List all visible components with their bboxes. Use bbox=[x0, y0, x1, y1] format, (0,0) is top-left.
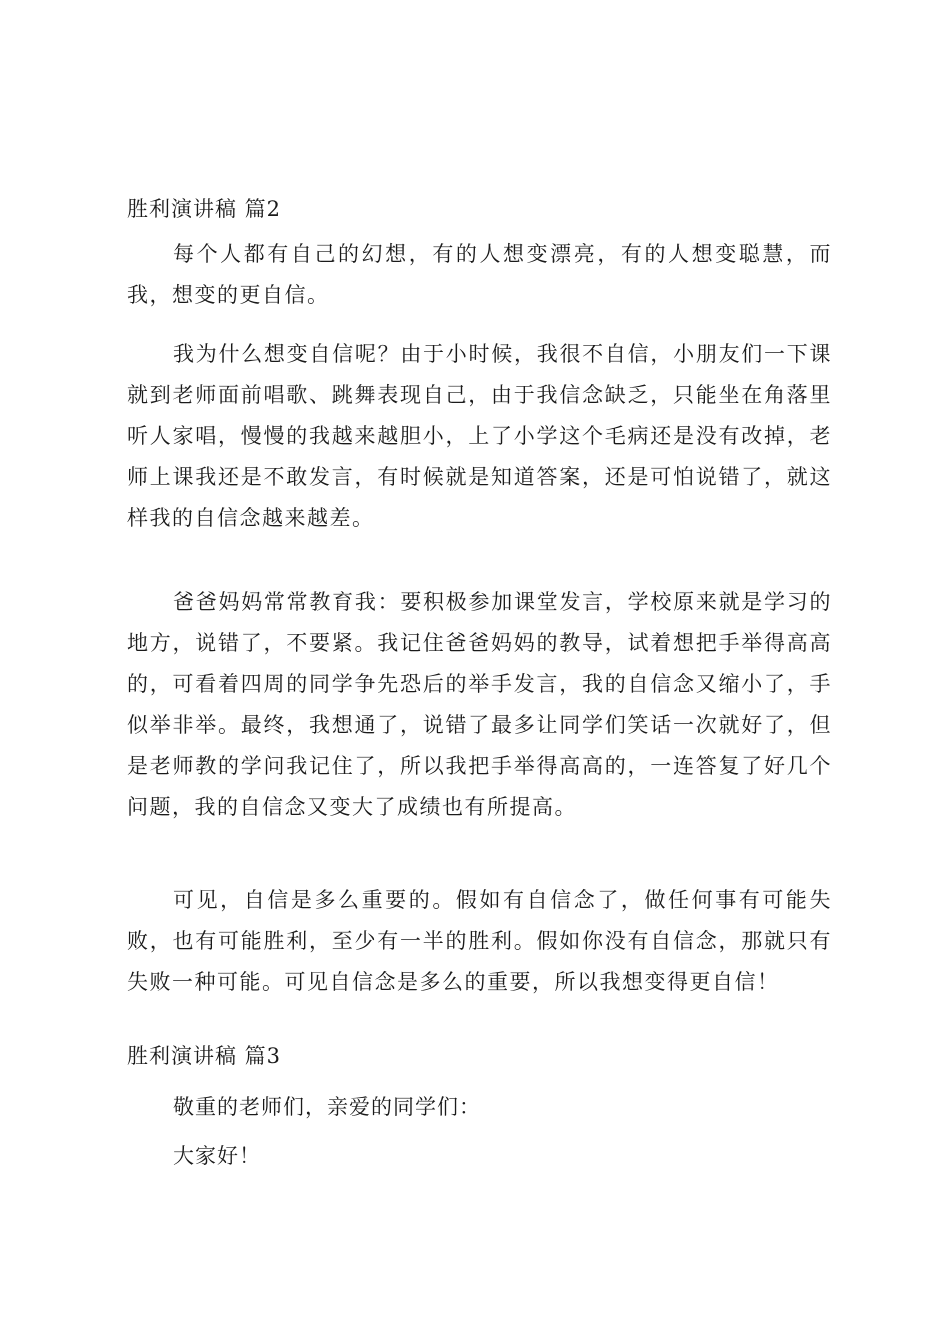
paragraph: 每个人都有自己的幻想，有的人想变漂亮，有的人想变聪慧，而我，想变的更自信。 bbox=[127, 242, 832, 307]
section-title: 胜利演讲稿 篇2 bbox=[127, 197, 282, 221]
paragraph: 爸爸妈妈常常教育我：要积极参加课堂发言，学校原来就是学习的地方，说错了，不要紧。我记住爸爸妈妈的教导，试着想把手举得高高的，可看着四周的同学争先恐后的举手发言，我的自信念又缩小了，手似举非举。最终，我想通了，说错了最多让同学们笑话一次就好了，但是老师教的学问我记住了，所以我把手举得高高的，一连答复了好几个问题，我的自信念又变大了成绩也有所提高。 bbox=[127, 590, 832, 819]
greeting-line: 敬重的老师们，亲爱的同学们： bbox=[173, 1095, 481, 1119]
paragraph: 可见，自信是多么重要的。假如有自信念了，做任何事有可能失败，也有可能胜利，至少有一半的胜利。假如你没有自信念，那就只有失败一种可能。可见自信念是多么的重要，所以我想变得更自信！ bbox=[127, 888, 832, 994]
section-title: 胜利演讲稿 篇3 bbox=[127, 1044, 282, 1068]
salutation-line: 大家好！ bbox=[173, 1144, 261, 1168]
paragraph: 我为什么想变自信呢？由于小时候，我很不自信，小朋友们一下课就到老师面前唱歌、跳舞表现自己，由于我信念缺乏，只能坐在角落里听人家唱，慢慢的我越来越胆小，上了小学这个毛病还是没有改掉，老师上课我还是不敢发言，有时候就是知道答案，还是可怕说错了，就这样我的自信念越来越差。 bbox=[127, 342, 832, 530]
